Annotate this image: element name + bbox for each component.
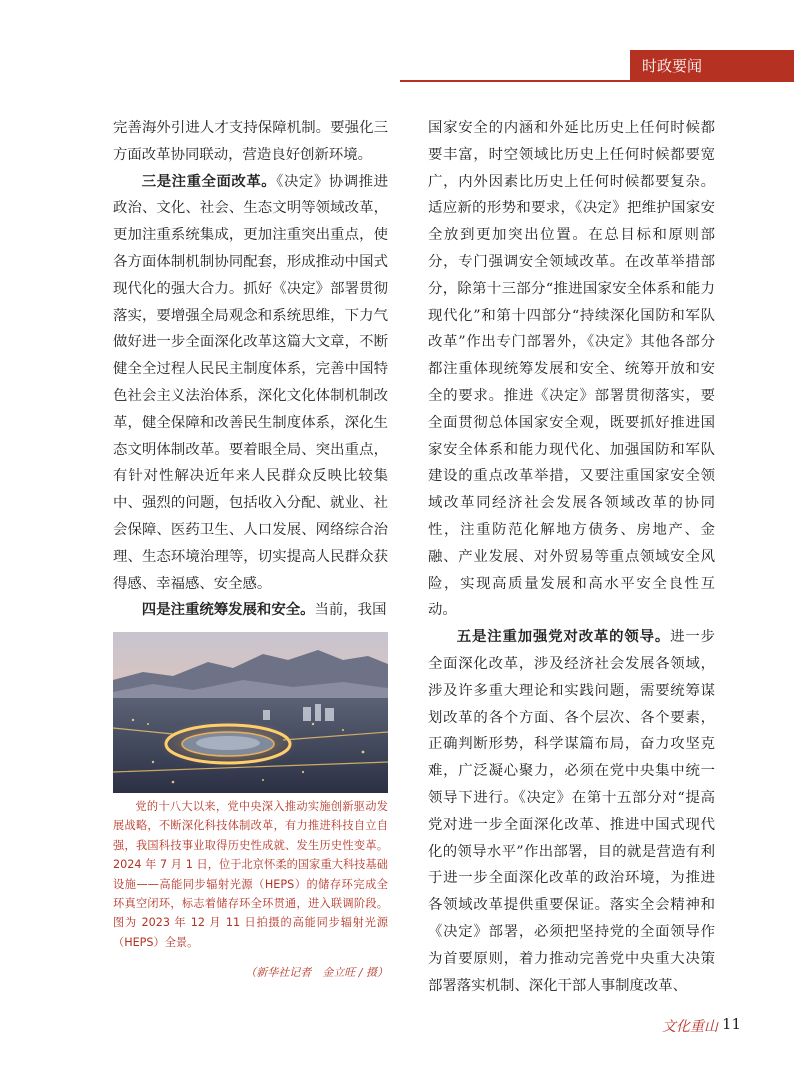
magazine-logo: 文化重山: [662, 1019, 718, 1035]
left-paragraph-2-body: 《决定》协调推进政治、文化、社会、生态文明等领域改革，更加注重系统集成，更加注重突出重点，使各方面体制机制协同配套，形成推动中国式现代化的强大合力。抓好《决定》部署贯彻落实，要增强全局观念和系统思维，下力气做好进一步全面深化改革这篇大文章，不断健全全过程人民民主制度体系，完善中国特色社会主义法治体系，深化文化体制机制改革，健全保障和改善民生制度体系，深化生态文明体制改革。要着眼全局、突出重点，有针对性解决近年来人民群众反映比较集中、强烈的问题，包括收入分配、就业、社会保障、医药卫生、人口发展、网络综合治理、生态环境治理等，切实提高人民群众获得感、幸福感、安全感。: [113, 173, 388, 592]
left-paragraph-2: [113, 169, 388, 598]
point-three-heading: 三是注重全面改革。: [141, 173, 277, 190]
right-column: [428, 115, 715, 999]
heps-aerial-photo: [113, 632, 388, 793]
page-number: 11: [722, 1015, 742, 1033]
left-paragraph-3: [113, 597, 388, 624]
point-four-heading: 四是注重统筹发展和安全。: [141, 602, 315, 619]
right-paragraph-1: 国家安全的内涵和外延比历史上任何时候都要丰富，时空领域比历史上任何时候都要宽广，内外因素比历史上任何时候都要复杂。适应新的形势和要求，《决定》把维护国家安全放到更加突出位置。在总目标和原则部分，专门强调安全领域改革。在改革举措部分，除第十三部分“推进国家安全体系和能力现代化”和第十四部分“持续深化国防和军队改革”作出专门部署外，《决定》其他各部分都注重体现统筹发展和安全、统筹开放和安全的要求。推进《决定》部署贯彻落实，要全面贯彻总体国家安全观，既要抓好推进国家安全体系和能力现代化、加强国防和军队建设的重点改革举措，又要注重国家安全领域改革同经济社会发展各领域改革的协同性，注重防范化解地方债务、房地产、金融、产业发展、对外贸易等重点领域安全风险，实现高质量发展和高水平安全良性互动。: [428, 120, 715, 619]
header-rule: [400, 80, 794, 82]
left-paragraph-1: 完善海外引进人才支持保障机制。要强化三方面改革协同联动，营造良好创新环境。: [113, 120, 388, 163]
left-paragraph-3-body: 当前，我国: [314, 602, 387, 619]
section-tag: 时政要闻: [630, 50, 794, 80]
right-paragraph-2: [428, 624, 715, 999]
right-paragraph-2-body: 进一步全面深化改革，涉及经济社会发展各领域，涉及许多重大理论和实践问题，需要统筹谋划改革的各个方面、各个层次、各个要素，正确判断形势，科学谋篇布局，奋力攻坚克难，广泛凝心聚力，必须在党中央集中统一领导下进行。《决定》在第十五部分对“提高党对进一步全面深化改革、推进中国式现代化的领导水平”作出部署，目的就是营造有利于进一步全面深化改革的政治环境，为推进各领域改革提供重要保证。落实全会精神和《决定》部署，必须把坚持党的全面领导作为首要原则，着力推动完善党中央重大决策部署落实机制、深化干部人事制度改革、: [428, 629, 715, 994]
left-column: [113, 115, 388, 624]
photo-credit: （新华社记者 金立旺 / 摄）: [245, 966, 388, 979]
point-five-heading: 五是注重加强党对改革的领导。: [456, 629, 671, 646]
photo-caption: 党的十八大以来，党中央深入推动实施创新驱动发展战略，不断深化科技体制改革，有力推进科技自立自强，我国科技事业取得历史性成就、发生历史性变革。2024 年 7 月 1 日，位于北京怀柔的国家重大科技基础设施——高能同步辐射光源（HEPS）的储存环完成全环真空闭环，标志着储存环全环贯通，进入联调阶段。图为 2023 年 12 月 11 日拍摄的高能同步辐射光源（HEPS）全景。: [113, 800, 388, 949]
